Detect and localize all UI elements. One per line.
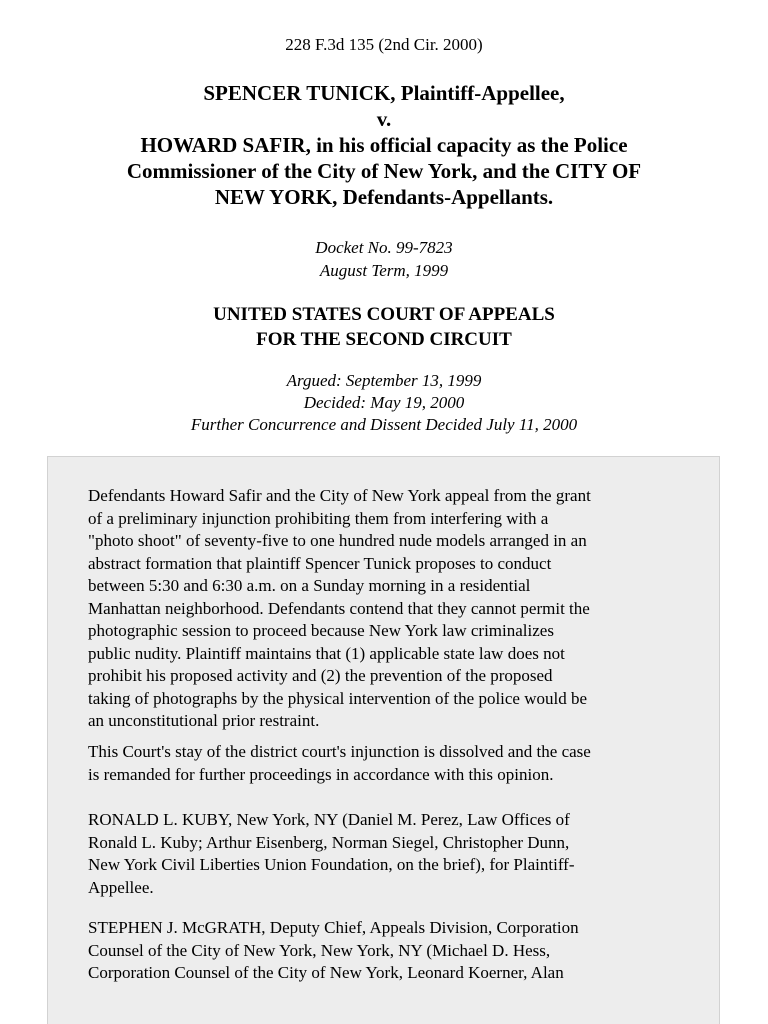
defendants-line-1: HOWARD SAFIR, in his official capacity as the Police (140, 133, 628, 157)
summary-line: is remanded for further proceedings in accordance with this opinion. (88, 764, 554, 784)
summary-line: Ronald L. Kuby; Arthur Eisenberg, Norman Siegel, Christopher Dunn, (88, 832, 570, 852)
decided-date: Decided: May 19, 2000 (303, 393, 465, 412)
summary-paragraph-appeal (88, 485, 688, 733)
docket-info (0, 236, 768, 282)
summary-line: "photo shoot" of seventy-five to one hundred nude models arranged in an (88, 531, 587, 550)
case-citation: 228 F.3d 135 (2nd Cir. 2000) (285, 35, 483, 54)
court-name-line-1: UNITED STATES COURT OF APPEALS (213, 304, 555, 325)
summary-line: STEPHEN J. McGRATH, Deputy Chief, Appeals Division, Corporation (88, 918, 579, 937)
docket-term: August Term, 1999 (319, 261, 449, 280)
summary-line: Manhattan neighborhood. Defendants contend that they cannot permit the (88, 598, 590, 618)
counsel-plaintiff (88, 809, 688, 899)
summary-line: This Court's stay of the district court's injunction is dissolved and the case (88, 742, 591, 761)
summary-line: Appellee. (88, 877, 154, 897)
versus-line: v. (376, 107, 392, 131)
plaintiff-line: SPENCER TUNICK, Plaintiff-Appellee, (203, 81, 565, 105)
summary-line: abstract formation that plaintiff Spencer Tunick proposes to conduct (88, 553, 552, 573)
summary-line: prohibit his proposed activity and (2) the prevention of the proposed (88, 666, 553, 685)
summary-line: photographic session to proceed because New York law criminalizes (88, 621, 554, 640)
summary-line: Defendants Howard Safir and the City of New York appeal from the grant (88, 486, 591, 505)
counsel-defendants (88, 917, 688, 985)
summary-line: taking of photographs by the physical intervention of the police would be (88, 688, 588, 708)
defendants-line-2: Commissioner of the City of New York, and the CITY OF (126, 159, 642, 183)
summary-paragraph-disposition (88, 741, 688, 786)
defendants-line-3: NEW YORK, Defendants-Appellants. (214, 185, 554, 209)
docket-number: Docket No. 99-7823 (315, 238, 453, 257)
summary-line: Corporation Counsel of the City of New York, Leonard Koerner, Alan (88, 963, 564, 982)
case-dates (0, 370, 768, 436)
summary-line: between 5:30 and 6:30 a.m. on a Sunday morning in a residential (88, 576, 531, 595)
court-name-line-2: FOR THE SECOND CIRCUIT (256, 329, 512, 350)
summary-line: an unconstitutional prior restraint. (88, 711, 320, 730)
summary-line: Counsel of the City of New York, New York, NY (Michael D. Hess, (88, 940, 551, 960)
summary-line: RONALD L. KUBY, New York, NY (Daniel M. Perez, Law Offices of (88, 810, 570, 829)
case-summary-box (47, 456, 720, 1024)
summary-line: public nudity. Plaintiff maintains that (1) applicable state law does not (88, 643, 565, 663)
further-decision-date: Further Concurrence and Dissent Decided July 11, 2000 (190, 415, 578, 434)
summary-line: of a preliminary injunction prohibiting them from interfering with a (88, 508, 549, 528)
case-parties (40, 80, 728, 210)
court-name (0, 302, 768, 352)
argued-date: Argued: September 13, 1999 (286, 371, 482, 390)
summary-line: New York Civil Liberties Union Foundation, on the brief), for Plaintiff- (88, 855, 575, 874)
